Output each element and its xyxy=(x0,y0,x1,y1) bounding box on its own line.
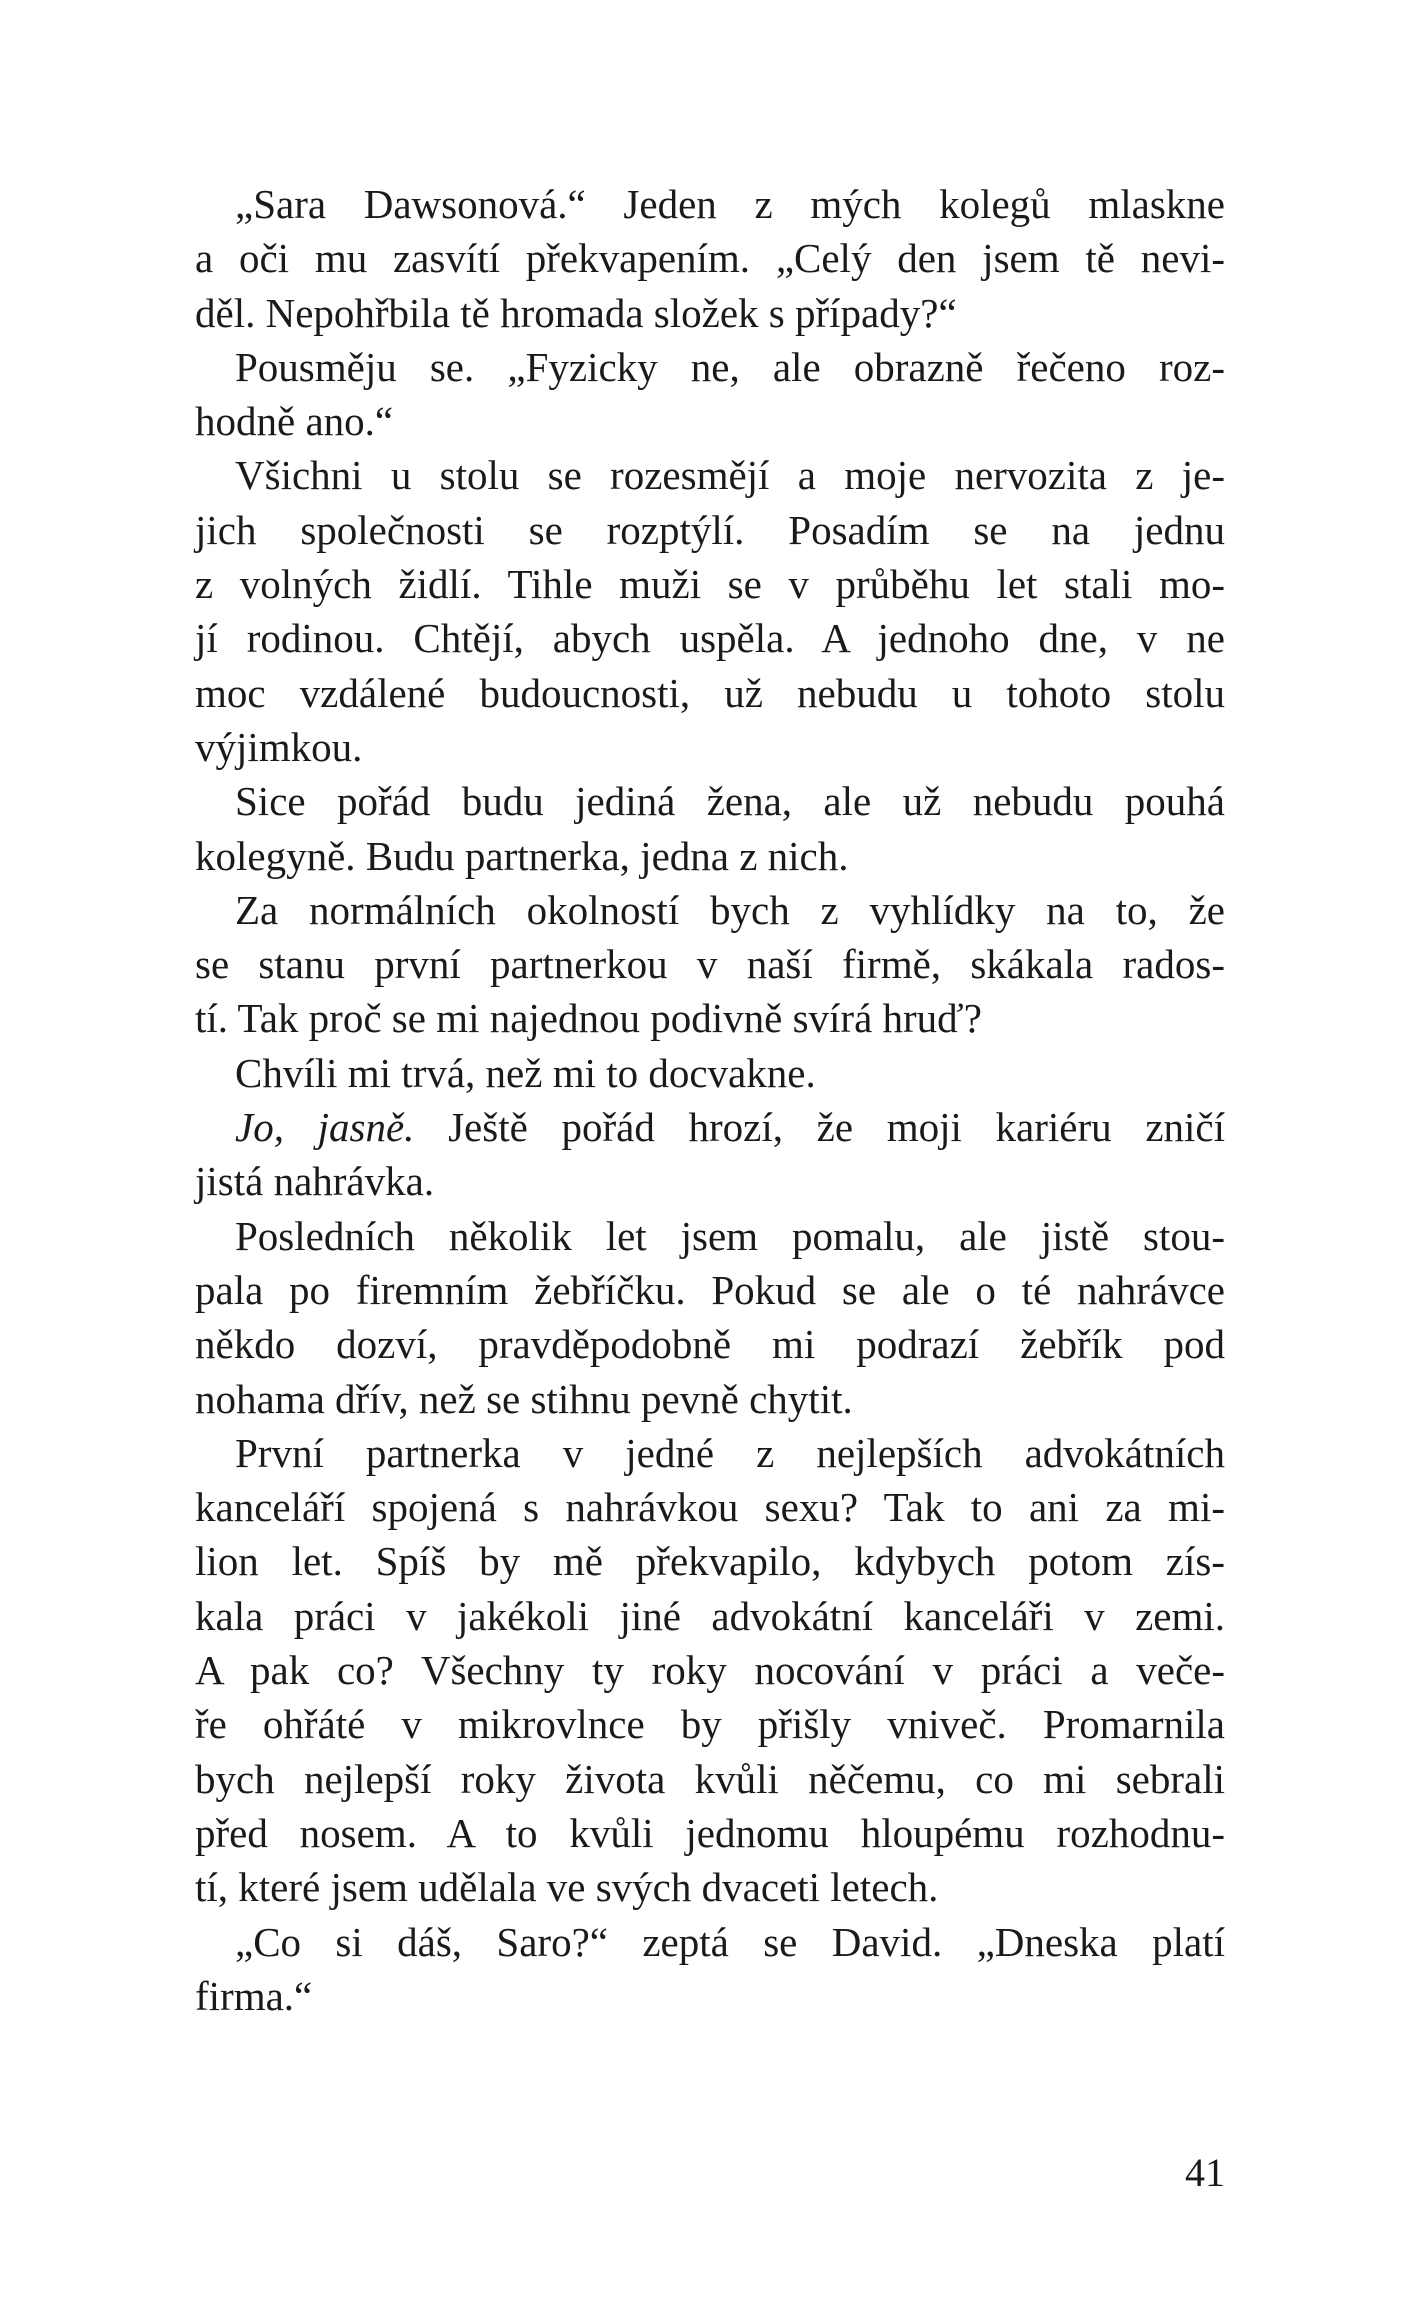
text-line: Sice pořád budu jediná žena, ale už nebudu pouhá xyxy=(235,778,1225,825)
text-line: výjimkou. xyxy=(195,723,363,770)
text-line: pala po firemním žebříčku. Pokud se ale o té nahrávce xyxy=(195,1266,1225,1313)
text-line: z volných židlí. Tihle muži se v průběhu let stali mo- xyxy=(195,561,1225,608)
text-line: jistá nahrávka. xyxy=(195,1158,435,1205)
text-line-rest: Ještě pořád hrozí, že moji kariéru zničí xyxy=(448,1104,1225,1151)
text-line: firma.“ xyxy=(195,1972,313,2019)
text-line: „Co si dáš, Saro?“ zeptá se David. „Dneska platí xyxy=(235,1918,1225,1965)
text-line: Za normálních okolností bych z vyhlídky na to, že xyxy=(235,886,1225,933)
text-line: děl. Nepohřbila tě hromada složek s případy?“ xyxy=(195,289,957,336)
text-line: jí rodinou. Chtějí, abych uspěla. A jednoho dne, v ne xyxy=(195,615,1225,662)
text-line: tí. Tak proč se mi najednou podivně svírá hruď? xyxy=(195,995,982,1042)
text-line: Chvíli mi trvá, než mi to docvakne. xyxy=(235,1049,816,1096)
text-line: Posledních několik let jsem pomalu, ale jistě stou- xyxy=(235,1212,1225,1259)
text-line: před nosem. A to kvůli jednomu hloupému rozhodnu- xyxy=(195,1809,1225,1856)
text-line: ře ohřáté v mikrovlnce by přišly vniveč. Promarnila xyxy=(195,1701,1225,1748)
text-line: Pousměju se. „Fyzicky ne, ale obrazně řečeno roz- xyxy=(235,343,1225,390)
text-line: bych nejlepší roky života kvůli něčemu, co mi sebrali xyxy=(195,1755,1225,1802)
text-line: tí, které jsem udělala ve svých dvaceti letech. xyxy=(195,1864,939,1911)
text-line: Všichni u stolu se rozesmějí a moje nervozita z je- xyxy=(235,452,1225,499)
text-line: „Sara Dawsonová.“ Jeden z mých kolegů mlaskne xyxy=(235,181,1225,227)
text-line: lion let. Spíš by mě překvapilo, kdybych potom zís- xyxy=(195,1538,1225,1585)
text-line: se stanu první partnerkou v naší firmě, skákala rados- xyxy=(195,941,1225,988)
text-line: A pak co? Všechny ty roky nocování v práci a veče- xyxy=(195,1647,1225,1694)
text-line: jich společnosti se rozptýlí. Posadím se na jednu xyxy=(195,506,1225,553)
body-text xyxy=(195,177,1225,2023)
page-number: 41 xyxy=(1185,2150,1225,2195)
text-line: někdo dozví, pravděpodobně mi podrazí žebřík pod xyxy=(195,1321,1225,1368)
text-line: hodně ano.“ xyxy=(195,398,394,445)
text-line xyxy=(195,1100,1225,1154)
italic-phrase: Jo, jasně. xyxy=(235,1104,415,1151)
text-line: a oči mu zasvítí překvapením. „Celý den jsem tě nevi- xyxy=(195,235,1225,282)
text-line: nohama dřív, než se stihnu pevně chytit. xyxy=(195,1375,853,1422)
text-line: První partnerka v jedné z nejlepších advokátních xyxy=(235,1429,1225,1476)
text-line: kanceláří spojená s nahrávkou sexu? Tak to ani za mi- xyxy=(195,1484,1225,1531)
text-line: moc vzdálené budoucnosti, už nebudu u tohoto stolu xyxy=(195,669,1225,716)
text-line: kolegyně. Budu partnerka, jedna z nich. xyxy=(195,832,849,879)
text-line: kala práci v jakékoli jiné advokátní kanceláři v zemi. xyxy=(195,1592,1225,1639)
